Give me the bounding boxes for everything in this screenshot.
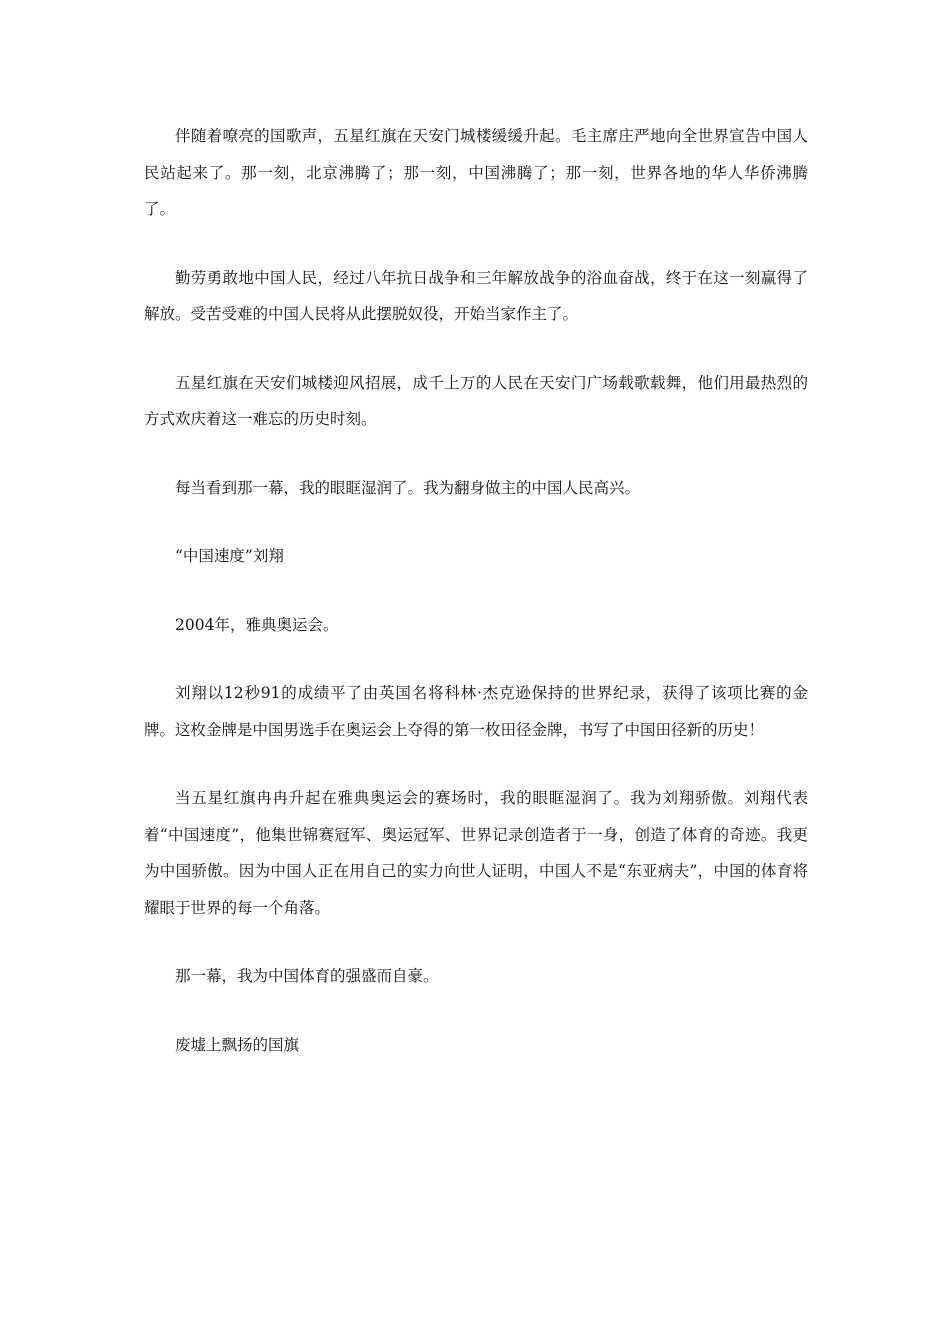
paragraph-celebration: 五星红旗在天安们城楼迎风招展，成千上万的人民在天安门广场载歌载舞，他们用最热烈的方式欢庆着这一难忘的历史时刻。 [144, 373, 808, 428]
paragraph-national-anthem: 伴随着嘹亮的国歌声，五星红旗在天安门城楼缓缓升起。毛主席庄严地向全世界宣告中国人民站起来了。那一刻，北京沸腾了；那一刻，中国沸腾了；那一刻，世界各地的华人华侨沸腾了。 [144, 127, 808, 218]
paragraph-sports-pride: 那一幕，我为中国体育的强盛而自豪。 [175, 967, 439, 985]
paragraph-china-speed: 当五星红旗冉冉升起在雅典奥运会的赛场时，我的眼眶湿润了。我为刘翔骄傲。刘翔代表着“中国速度”，他集世锦赛冠军、奥运冠军、世界记录创造者于一身，创造了体育的奇迹。我更为中国骄傲。因为中国人正在用自己的实力向世人证明，中国人不是“东亚病夫”，中国的体育将耀眼于世界的每一个角落。 [144, 789, 808, 917]
paragraph-liberation: 勤劳勇敢地中国人民，经过八年抗日战争和三年解放战争的浴血奋战，终于在这一刻赢得了解放。受苦受难的中国人民将从此摆脱奴役，开始当家作主了。 [144, 268, 808, 323]
paragraph-athens-2004: 2004年，雅典奥运会。 [175, 615, 339, 634]
document-body [144, 118, 808, 1095]
section-heading-liu-xiang: “中国速度”刘翔 [175, 547, 284, 565]
paragraph-tears-of-joy: 每当看到那一幕，我的眼眶湿润了。我为翻身做主的中国人民高兴。 [175, 478, 641, 497]
section-heading-flag-on-ruins: 废墟上飘扬的国旗 [175, 1035, 300, 1054]
paragraph-world-record: 刘翔以12秒91的成绩平了由英国名将科林·杰克逊保持的世界纪录，获得了该项比赛的金牌。这枚金牌是中国男选手在奥运会上夺得的第一枚田径金牌，书写了中国田径新的历史！ [144, 684, 808, 739]
